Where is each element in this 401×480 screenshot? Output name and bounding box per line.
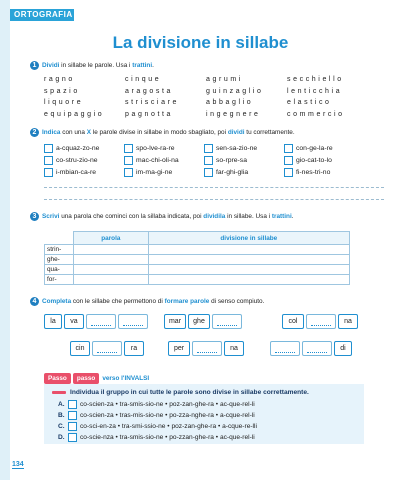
puzzle-blank[interactable]: [212, 314, 242, 329]
option-letter: A.: [58, 401, 65, 408]
invalsi-tag-label: verso l'INVALSI: [102, 375, 150, 382]
ex1-row: [44, 99, 374, 111]
checkbox[interactable]: [204, 144, 213, 153]
ex1-word: pagnotta: [125, 110, 174, 118]
ex3-verb2: dividila: [203, 213, 226, 221]
ex1-word: lenticchia: [287, 87, 343, 95]
write-line[interactable]: [44, 199, 384, 200]
ex1-word: strisciare: [125, 99, 180, 106]
page-number: 134: [12, 461, 24, 468]
ex3-hint: trattini: [271, 213, 292, 221]
ex1-word: commercio: [287, 110, 345, 118]
puzzle-blank[interactable]: [92, 341, 122, 356]
ex2-row: [44, 142, 364, 154]
checkbox[interactable]: [204, 156, 213, 165]
ex3-input-division[interactable]: [148, 275, 349, 285]
invalsi-question-text: Individua il gruppo in cui tutte le parole sono divise in sillabe correttamente.: [70, 389, 309, 396]
ex2-verb: Indica: [42, 129, 61, 137]
ex4-text2: di senso compiuto.: [209, 298, 265, 306]
checkbox[interactable]: [284, 156, 293, 165]
ex2-item: [284, 142, 364, 154]
ex1-instruction: [30, 61, 154, 70]
ex3-syllable: qua-: [45, 265, 74, 275]
checkbox[interactable]: [68, 411, 77, 420]
ex2-item: [284, 154, 364, 166]
ex3-row: [45, 265, 350, 275]
ex1-verb: Dividi: [42, 62, 60, 70]
ex3-text: una parola che cominci con la sillaba indicata, poi: [59, 213, 204, 221]
ex3-header-row: [45, 232, 350, 245]
puzzle-blank[interactable]: [302, 341, 332, 356]
checkbox[interactable]: [204, 168, 213, 177]
ex2-word: fi-nes-tri-no: [296, 168, 331, 176]
ex3-dot: .: [291, 213, 294, 221]
puzzle-piece: di: [334, 341, 352, 356]
ex2-number: 2: [30, 128, 39, 137]
puzzle-piece: na: [338, 314, 358, 329]
option-text: co-scien-za • tra-smis-sio-ne • poz-zan-ghe-ra • ac-que-rel-li: [80, 401, 255, 408]
puzzle-piece: la: [44, 314, 62, 329]
ex2-grid: [44, 142, 364, 178]
ex2-word: i-mbian-ca-re: [56, 168, 97, 176]
ex2-word: far-ghi-glia: [216, 168, 249, 176]
ex3-input-word[interactable]: [74, 275, 149, 285]
ex1-word: ingegnere: [206, 110, 261, 118]
ex4-hint: formare parole: [164, 298, 210, 306]
ex3-table: [44, 231, 350, 285]
ex2-instruction: [30, 128, 295, 137]
ex3-number: 3: [30, 212, 39, 221]
ex2-word: co-stru-zio-ne: [56, 156, 98, 164]
ex1-word: aragosta: [125, 87, 174, 95]
checkbox[interactable]: [44, 156, 53, 165]
ex1-text: in sillabe le parole. Usa i: [59, 62, 133, 70]
puzzle-piece: cin: [70, 341, 90, 356]
invalsi-option: [58, 433, 255, 442]
ex4-number: 4: [30, 297, 39, 306]
ex2-verb2: dividi: [227, 129, 245, 137]
invalsi-tag: [44, 373, 149, 384]
ex1-number: 1: [30, 61, 39, 70]
option-letter: D.: [58, 434, 65, 441]
puzzle-blank[interactable]: [306, 314, 336, 329]
ex1-word: spazio: [44, 87, 80, 95]
ex1-row: [44, 111, 374, 123]
page-title: La divisione in sillabe: [112, 33, 289, 52]
ex2-item: [44, 154, 124, 166]
invalsi-tag-passo: Passo: [44, 373, 71, 384]
ex3-corner: [45, 232, 74, 245]
puzzle-piece: per: [168, 341, 190, 356]
write-line[interactable]: [44, 187, 384, 188]
option-letter: C.: [58, 423, 65, 430]
ex2-x: X: [86, 129, 92, 137]
ex3-input-word[interactable]: [74, 245, 149, 255]
ex1-word-grid: [44, 76, 374, 122]
puzzle-piece: va: [64, 314, 84, 329]
checkbox[interactable]: [284, 144, 293, 153]
checkbox[interactable]: [44, 168, 53, 177]
checkbox[interactable]: [124, 156, 133, 165]
ex2-word: gio-cat-to-lo: [296, 156, 332, 164]
checkbox[interactable]: [124, 144, 133, 153]
ex3-col-parola: parola: [74, 232, 149, 245]
ex1-row: [44, 88, 374, 100]
ex2-row: [44, 154, 364, 166]
invalsi-option: [58, 400, 255, 409]
ex1-row: [44, 76, 374, 88]
ex2-item: [204, 154, 284, 166]
ex1-word: equipaggio: [44, 110, 105, 118]
ex3-instruction: [30, 212, 294, 221]
puzzle-piece: ghe: [188, 314, 210, 329]
ex1-hint: trattini: [132, 62, 153, 70]
ex1-word: secchiello: [287, 76, 344, 83]
section-tag: ORTOGRAFIA: [10, 9, 74, 21]
ex2-word: so-rpre-sa: [216, 156, 247, 164]
ex3-input-division[interactable]: [148, 255, 349, 265]
ex3-syllable: ghe-: [45, 255, 74, 265]
puzzle-piece: mar: [164, 314, 186, 329]
ex1-dot: .: [152, 62, 154, 70]
ex3-syllable: strin-: [45, 245, 74, 255]
ex2-item: [204, 166, 284, 178]
checkbox[interactable]: [68, 422, 77, 431]
ex2-item: [44, 166, 124, 178]
ex4-instruction: [30, 297, 264, 306]
ex4-text: con le sillabe che permettono di: [71, 298, 165, 306]
puzzle-piece: na: [224, 341, 244, 356]
ex2-item: [204, 142, 284, 154]
ex2-word: mac-chi-oli-na: [136, 156, 179, 164]
ex2-item: [44, 142, 124, 154]
pencil-icon: [52, 391, 66, 394]
ex1-word: abbaglio: [206, 99, 254, 106]
ex3-row: [45, 275, 350, 285]
ex1-word: agrumi: [206, 76, 243, 83]
ex2-word: im-ma-gi-ne: [136, 168, 173, 176]
puzzle-blank[interactable]: [118, 314, 148, 329]
ex3-row: [45, 255, 350, 265]
ex2-item: [124, 142, 204, 154]
ex1-word: cinque: [125, 76, 162, 83]
ex3-col-divisione: divisione in sillabe: [148, 232, 349, 245]
option-text: co-scien-za • tras-mis-sio-ne • po-zza-nghe-ra • a-cque-rel-li: [80, 412, 255, 419]
option-letter: B.: [58, 412, 65, 419]
ex1-word: liquore: [44, 99, 84, 106]
checkbox[interactable]: [68, 433, 77, 442]
ex3-input-division[interactable]: [148, 245, 349, 255]
checkbox[interactable]: [44, 144, 53, 153]
ex2-item: [284, 166, 364, 178]
checkbox[interactable]: [68, 400, 77, 409]
puzzle-blank[interactable]: [270, 341, 300, 356]
ex2-word: a-cquaz-zo-ne: [56, 144, 100, 152]
ex2-word: sen-sa-zio-ne: [216, 144, 258, 152]
ex2-text3: tu correttamente.: [244, 129, 295, 137]
ex4-verb: Completa: [42, 298, 72, 306]
checkbox[interactable]: [124, 168, 133, 177]
invalsi-option: [58, 411, 255, 420]
puzzle-blank[interactable]: [86, 314, 116, 329]
checkbox[interactable]: [284, 168, 293, 177]
ex2-row: [44, 166, 364, 178]
option-text: co-scie-nza • tra-smis-sio-ne • po-zzan-ghe-ra • ac-que-rel-li: [80, 434, 255, 441]
ex3-input-word[interactable]: [74, 255, 149, 265]
ex2-word: spo-lve-ra-re: [136, 144, 175, 152]
option-text: co-sci-en-za • tra-smi-ssio-ne • poz-zan-ghe-ra • a-cque-re-lli: [80, 423, 257, 430]
ex3-input-word[interactable]: [74, 265, 149, 275]
ex2-word: con-ge-la-re: [296, 144, 333, 152]
ex1-word: ragno: [44, 76, 75, 83]
invalsi-tag-passo2: passo: [73, 373, 99, 384]
puzzle-piece: ra: [124, 341, 144, 356]
side-bar: [0, 0, 10, 480]
ex3-syllable: for-: [45, 275, 74, 285]
ex2-text: con una: [60, 129, 87, 137]
invalsi-option: [58, 422, 257, 431]
ex3-row: [45, 245, 350, 255]
ex3-verb: Scrivi: [42, 213, 60, 221]
ex1-word: guinzaglio: [206, 87, 264, 95]
puzzle-piece: col: [282, 314, 304, 329]
ex2-text2: le parole divise in sillabe in modo sbagliato, poi: [91, 129, 228, 137]
ex2-item: [124, 166, 204, 178]
ex2-item: [124, 154, 204, 166]
puzzle-blank[interactable]: [192, 341, 222, 356]
ex3-input-division[interactable]: [148, 265, 349, 275]
ex1-word: elastico: [287, 99, 332, 106]
invalsi-question: [52, 389, 309, 396]
ex3-text2: in sillabe. Usa i: [225, 213, 272, 221]
